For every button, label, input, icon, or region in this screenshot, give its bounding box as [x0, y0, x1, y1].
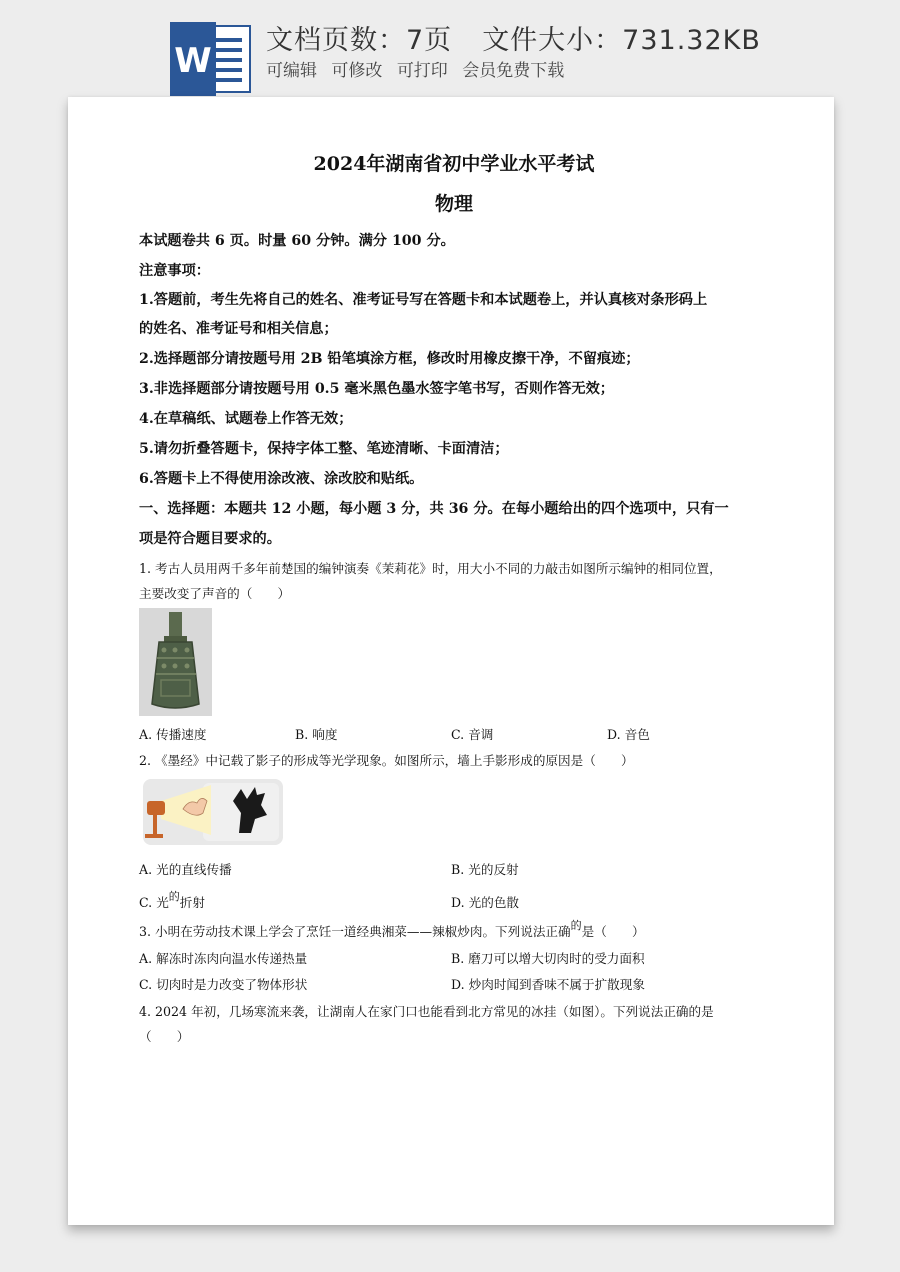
feature-list	[266, 56, 573, 81]
question-3-option-d: D. 炒肉时闻到香味不属于扩散现象	[451, 977, 645, 992]
exam-title: 2024年湖南省初中学业水平考试	[313, 153, 595, 175]
hand-shadow-image	[143, 779, 283, 845]
notice-line: 5.请勿折叠答题卡，保持字体工整、笔迹清晰、卡面清洁；	[139, 441, 509, 457]
document-page	[68, 97, 834, 1225]
question-2-option-a: A. 光的直线传播	[139, 862, 232, 877]
question-2-option-c: C. 光的折射	[139, 890, 205, 910]
notice-line: 4.在草稿纸、试题卷上作答无效；	[139, 411, 353, 427]
notice-line: 2.选择题部分请按题号用 2B 铅笔填涂方框，修改时用橡皮擦干净，不留痕迹；	[139, 351, 640, 367]
feature-editable: 可编辑	[266, 61, 317, 81]
notice-line: 1.答题前，考生先将自己的姓名、准考证号写在答题卡和本试题卷上，并认真核对条形码上	[139, 292, 708, 308]
word-document-icon	[170, 22, 252, 96]
question-2-option-d: D. 光的色散	[451, 895, 520, 910]
notice-line: 3.非选择题部分请按题号用 0.5 毫米黑色墨水签字笔书写，否则作答无效；	[139, 381, 614, 397]
exam-intro: 本试题卷共 6 页。时量 60 分钟。满分 100 分。	[139, 233, 455, 249]
question-3-option-a: A. 解冻时冻肉向温水传递热量	[139, 951, 308, 966]
question-1-option-c: C. 音调	[451, 727, 494, 742]
question-4-text: （ ）	[139, 1029, 190, 1044]
section-heading: 项是符合题目要求的。	[139, 531, 281, 547]
feature-modifiable: 可修改	[331, 61, 383, 81]
exam-subject: 物理	[434, 193, 473, 215]
question-1-text: 主要改变了声音的（ ）	[139, 586, 291, 601]
question-2-option-b: B. 光的反射	[451, 862, 519, 877]
feature-member-free-download: 会员免费下载	[462, 61, 565, 81]
file-info	[266, 18, 761, 57]
question-1-option-a: A. 传播速度	[139, 727, 207, 742]
notice-heading: 注意事项：	[139, 263, 210, 279]
notice-line: 6.答题卡上不得使用涂改液、涂改胶和贴纸。	[139, 471, 424, 487]
page-count: 文档页数：7页	[266, 25, 453, 56]
download-banner	[0, 0, 900, 96]
question-1-option-d: D. 音色	[607, 727, 650, 742]
question-3-option-c: C. 切肉时是力改变了物体形状	[139, 977, 308, 992]
word-icon-letter: W	[174, 41, 212, 81]
feature-printable: 可打印	[396, 61, 448, 81]
question-3-text: 3. 小明在劳动技术课上学会了烹饪一道经典湘菜——辣椒炒肉。下列说法正确的是（ ）	[139, 919, 645, 939]
question-2-text: 2. 《墨经》中记载了影子的形成等光学现象。如图所示，墙上手影形成的原因是（ ）	[139, 753, 634, 768]
question-1-option-b: B. 响度	[295, 727, 338, 742]
section-heading: 一、选择题：本题共 12 小题，每小题 3 分，共 36 分。在每小题给出的四个选项中，只有一	[139, 501, 729, 517]
question-1-text: 1. 考古人员用两千多年前楚国的编钟演奏《茉莉花》时，用大小不同的力敲击如图所示编钟的相同位置，	[139, 561, 722, 576]
file-size: 文件大小：731.32KB	[482, 25, 761, 56]
question-3-option-b: B. 磨刀可以增大切肉时的受力面积	[451, 951, 645, 966]
question-4-text: 4. 2024 年初，几场寒流来袭，让湖南人在家门口也能看到北方常见的冰挂（如图）。下列说法正确的是	[139, 1004, 714, 1019]
notice-line: 的姓名、准考证号和相关信息；	[139, 321, 338, 337]
bronze-bell-image	[139, 608, 212, 716]
